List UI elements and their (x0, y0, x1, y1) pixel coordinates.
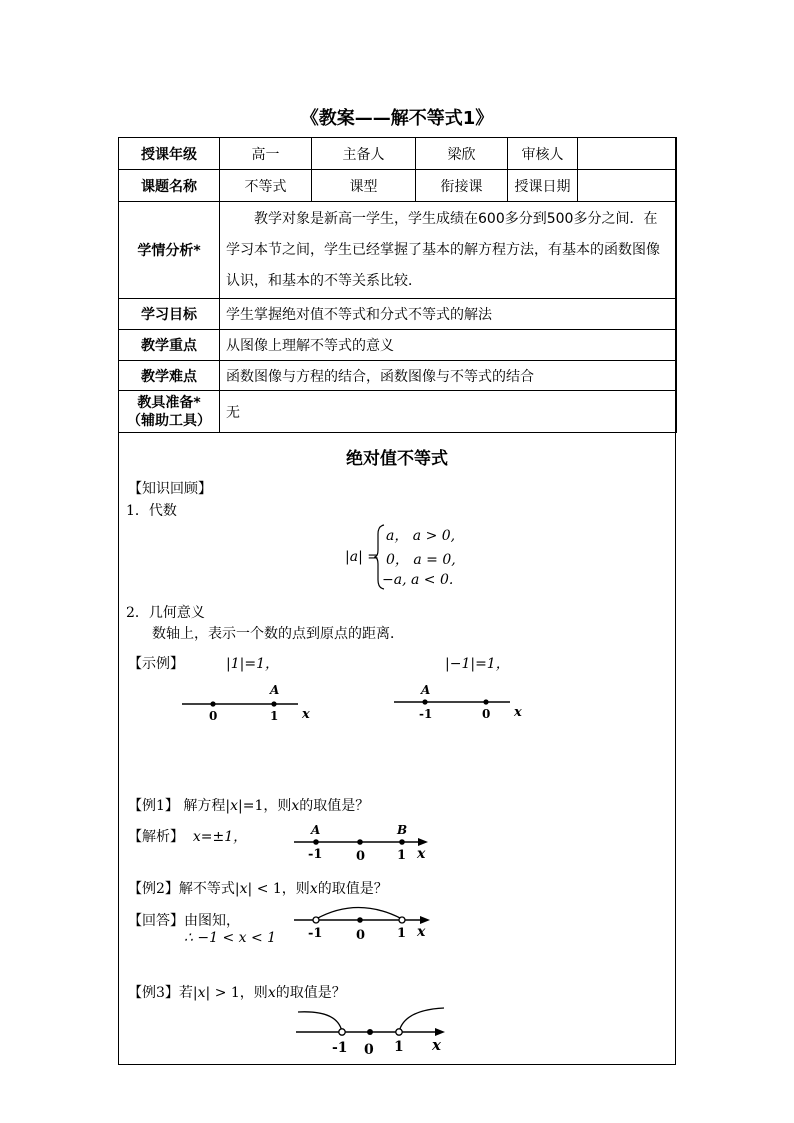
example-1-var: x (291, 798, 300, 814)
example-1-pre: 解方程 (178, 798, 226, 814)
topic-value: 不等式 (220, 170, 312, 202)
tick-label-neg-one: -1 (308, 926, 323, 941)
formula-lhs: |a| = (345, 549, 379, 565)
point-label-a: A (270, 683, 280, 697)
example-2-mid: < 1，则 (252, 881, 310, 897)
tick-label-one: 1 (397, 848, 407, 863)
example-2-answer (128, 910, 240, 930)
table-row (119, 330, 677, 361)
tick-label-zero: 0 (356, 928, 366, 943)
point-label-b: B (397, 823, 408, 837)
item-geometry: 2．几何意义 (126, 605, 205, 621)
lesson-info-table (118, 137, 677, 433)
difficulty-text: 函数图像与方程的结合，函数图像与不等式的结合 (220, 361, 677, 391)
example-3-var: x (267, 985, 276, 1001)
tools-label-line1: 教具准备* (137, 394, 201, 411)
formula-case1: a， a > 0, (386, 528, 456, 544)
lesson-type-label: 课型 (312, 170, 416, 202)
point-label-a: A (421, 683, 431, 697)
tick-label-one: 1 (270, 709, 279, 723)
formula-case2: 0， a = 0, (386, 552, 456, 568)
number-line-example-2-solution (292, 900, 437, 944)
tick-label-zero: 0 (482, 707, 491, 721)
solution-label: 【解析】 (128, 829, 184, 845)
axis-label-x: x (514, 705, 522, 720)
answer-text: 由图知， (184, 913, 240, 929)
tick-label-zero: 0 (209, 709, 218, 723)
item-algebra: 1．代数 (126, 503, 177, 519)
number-line-example-1-solution (292, 820, 437, 864)
table-row (119, 391, 677, 433)
table-row (119, 138, 677, 170)
tick-label-neg-one: -1 (308, 847, 323, 862)
number-line-example-3-solution (294, 1002, 454, 1058)
analysis-text: 教学对象是新高一学生，学生成绩在600多分到500多分之间．在学习本节之间，学生已经掌握了基本的解方程方法，有基本的函数图像认识，和基本的不等关系比较． (220, 202, 677, 299)
example-formula-2: |−1|=1， (445, 656, 510, 672)
example-1-question (128, 795, 369, 815)
date-label: 授课日期 (508, 170, 578, 202)
example-3-post: 的取值是？ (275, 985, 346, 1001)
axis-label-x: x (302, 707, 310, 722)
table-row (119, 361, 677, 391)
tools-label-line2: （辅助工具） (127, 412, 211, 429)
example-2-var: x (309, 881, 318, 897)
goal-label: 学习目标 (119, 299, 220, 330)
focus-text: 从图像上理解不等式的意义 (220, 330, 677, 361)
preparer-value: 梁欣 (416, 138, 508, 170)
example-2-label: 【例2】 (128, 881, 179, 897)
topic-label: 课题名称 (119, 170, 220, 202)
tick-label-zero: 0 (364, 1042, 374, 1058)
example-1-label: 【例1】 (128, 798, 179, 814)
example-2-pre: 解不等式 (178, 881, 235, 897)
grade-label: 授课年级 (119, 138, 220, 170)
example-1-solution (128, 826, 247, 846)
example-1-post: 的取值是？ (299, 798, 370, 814)
table-row (119, 202, 677, 299)
tick-label-zero: 0 (356, 849, 366, 864)
example-heading: 【示例】 (128, 656, 184, 672)
example-3-abs: |x| (192, 985, 211, 1001)
axis-label-x: x (417, 924, 426, 940)
tick-label-one: 1 (397, 926, 407, 941)
tick-label-one: 1 (394, 1039, 404, 1055)
axis-label-x: x (432, 1036, 441, 1054)
section-title: 绝对值不等式 (346, 449, 448, 469)
geometry-text: 数轴上，表示一个数的点到原点的距离． (152, 626, 404, 642)
number-line-example-2 (392, 682, 532, 724)
focus-label: 教学重点 (119, 330, 220, 361)
number-line-example-1 (180, 682, 320, 724)
date-value (578, 170, 677, 202)
answer-result: ∴ −1 < x < 1 (184, 930, 277, 946)
axis-label-x: x (417, 846, 426, 862)
reviewer-value (578, 138, 677, 170)
tick-label-neg-one: -1 (419, 707, 433, 721)
point-label-a: A (311, 823, 321, 837)
tools-label (119, 391, 220, 433)
example-1-mid: =1，则 (242, 798, 292, 814)
review-heading: 【知识回顾】 (128, 481, 212, 497)
analysis-label: 学情分析* (119, 202, 220, 299)
difficulty-label: 教学难点 (119, 361, 220, 391)
example-formula-1: |1|=1， (226, 656, 279, 672)
example-1-abs: |x| (225, 798, 243, 814)
example-3-label: 【例3】 (128, 985, 179, 1001)
table-row (119, 170, 677, 202)
grade-value: 高一 (220, 138, 312, 170)
preparer-label: 主备人 (312, 138, 416, 170)
answer-label: 【回答】 (128, 913, 184, 929)
lesson-type-value: 衔接课 (416, 170, 508, 202)
solution-text: x=±1， (192, 829, 248, 845)
reviewer-label: 审核人 (508, 138, 578, 170)
table-row (119, 299, 677, 330)
example-2-question (128, 878, 388, 898)
example-2-abs: |x| (234, 881, 253, 897)
tools-text: 无 (220, 391, 677, 433)
example-3-pre: 若 (178, 985, 193, 1001)
formula-case3: −a, a < 0. (382, 572, 454, 588)
tick-label-neg-one: -1 (332, 1040, 348, 1056)
example-3-question (128, 982, 346, 1002)
example-3-mid: > 1，则 (210, 985, 268, 1001)
goal-text: 学生掌握绝对值不等式和分式不等式的解法 (220, 299, 677, 330)
page-title: 《教案——解不等式1》 (300, 108, 494, 129)
example-2-post: 的取值是？ (317, 881, 388, 897)
